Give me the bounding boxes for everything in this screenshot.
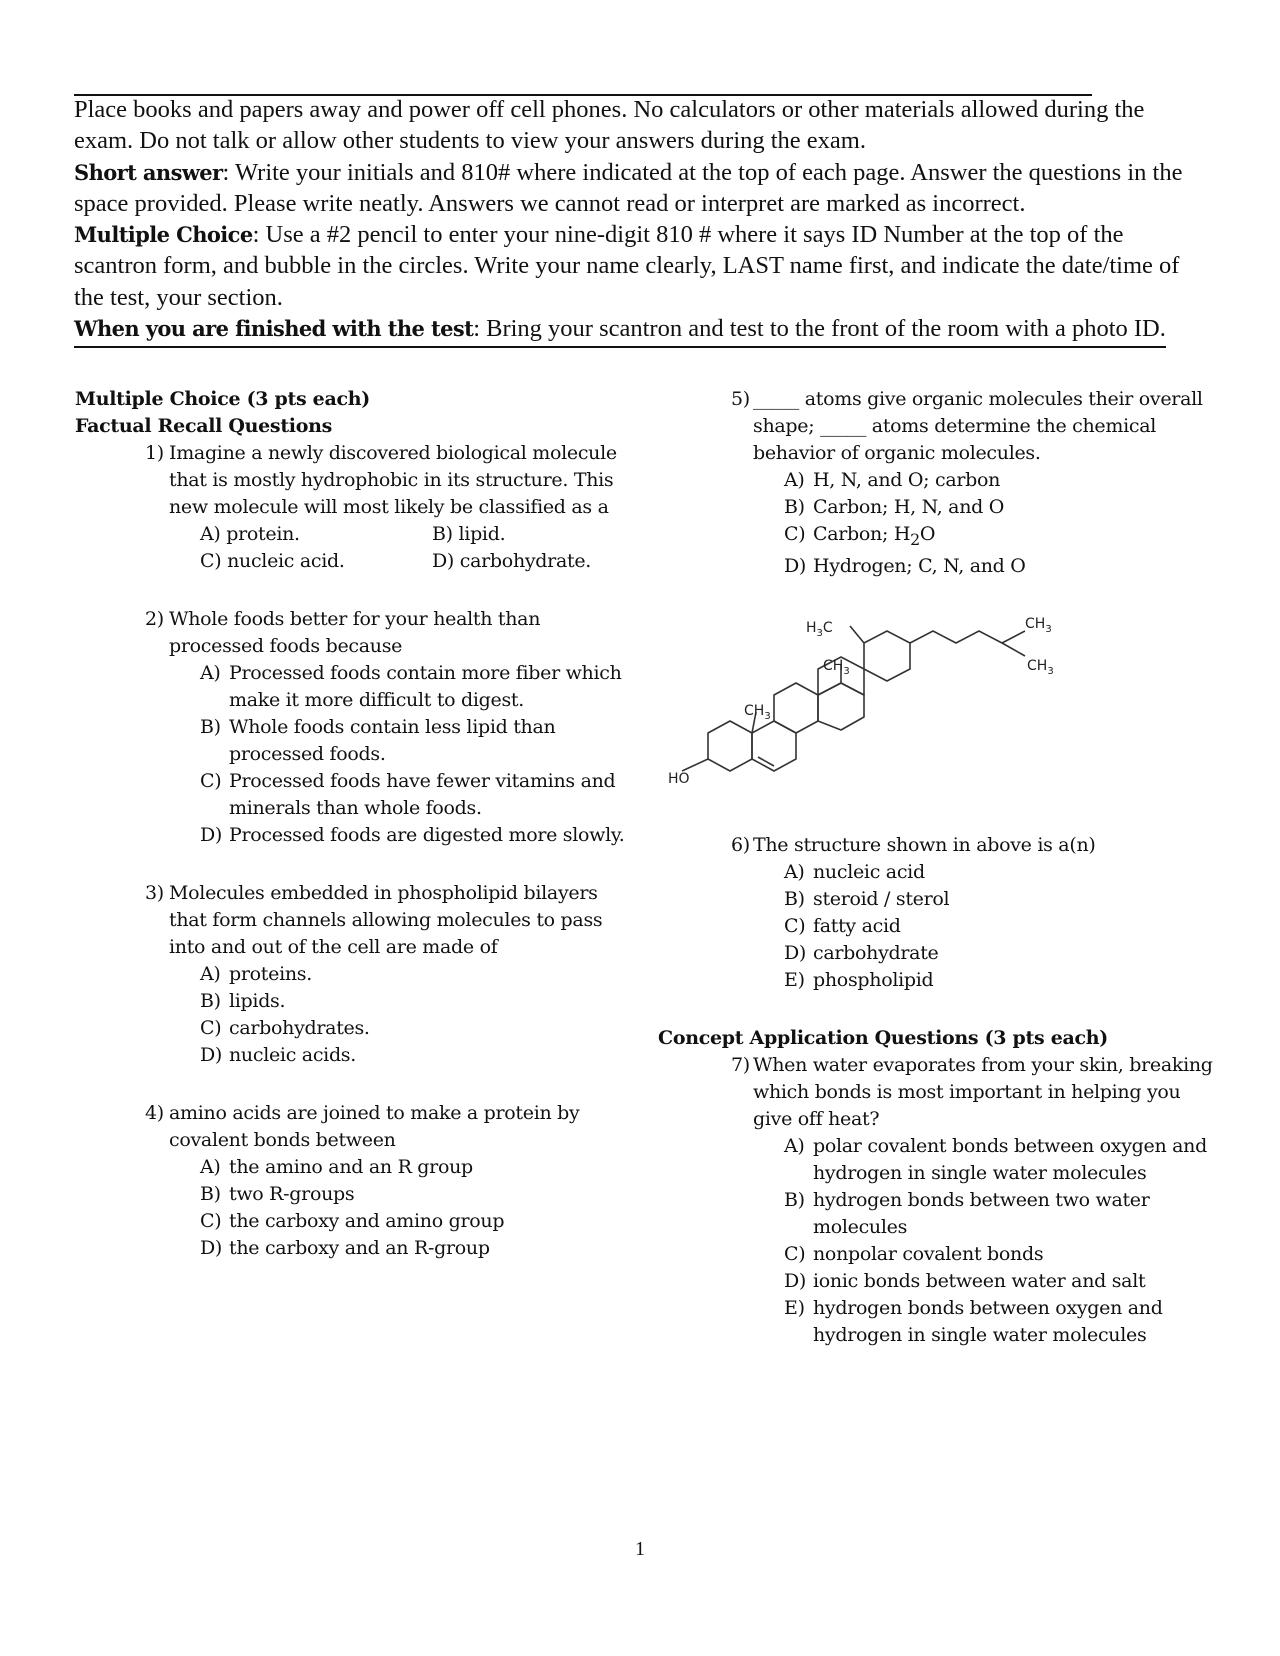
- ring-c: [774, 683, 818, 733]
- multiple-choice-label: Multiple Choice: [74, 222, 253, 248]
- option-b: B) steroid / sterol: [784, 887, 950, 910]
- option-a: A) proteins.: [200, 963, 312, 985]
- atom-labels: [668, 616, 1054, 787]
- multiple-choice-text: : Use a #2 pencil to enter your nine-digit 810 # where it says ID Number at the top of the scantron form, and bubble in the circles. Write your name clearly, LAST name first, and indicate the date/time of the test, your section.: [74, 221, 1180, 311]
- question-number: 7): [731, 1053, 750, 1076]
- option-c: C) Processed foods have fewer vitamins and minerals than whole foods.: [200, 770, 616, 819]
- side-chain: [910, 631, 1025, 643]
- short-answer-text: : Write your initials and 810# where indicated at the top of each page. Answer the questions in the space provided. Please write neatly. Answers we cannot read or interpret are marked as incorrect.: [74, 158, 1183, 217]
- option-a: A) Processed foods contain more fiber which make it more difficult to digest.: [200, 662, 622, 711]
- question-1: [75, 440, 635, 575]
- option-d: D) ionic bonds between water and salt: [784, 1269, 1146, 1292]
- instructions-block: [74, 94, 1204, 348]
- ho-label: HO: [668, 771, 690, 787]
- option-a: A) protein.: [200, 523, 300, 545]
- option-c: C) nonpolar covalent bonds: [784, 1242, 1044, 1265]
- page-number: 1: [635, 1538, 645, 1560]
- option-c: C) nucleic acid.: [200, 550, 345, 572]
- question-number: 4): [145, 1102, 164, 1124]
- bottom-rule: [74, 346, 1166, 348]
- option-d: D) the carboxy and an R-group: [200, 1237, 490, 1259]
- question-text: _____ atoms give organic molecules their overall shape; _____ atoms determine the chemical behavior of organic molecules.: [753, 388, 1203, 464]
- h3c-label: $H_3C$: [806, 620, 833, 639]
- ring-f: [864, 631, 910, 681]
- question-text: Molecules embedded in phospholipid bilayers that form channels allowing molecules to pass into and out of the cell are made of: [169, 882, 603, 958]
- option-a: A) polar covalent bonds between oxygen and hydrogen in single water molecules: [784, 1134, 1207, 1184]
- question-text: The structure shown in above is a(n): [753, 833, 1096, 856]
- option-d: D) carbohydrate.: [432, 550, 592, 572]
- ch3-label-middle: $CH_3$: [823, 658, 850, 677]
- question-4: [75, 1100, 635, 1262]
- option-b: B) two R-groups: [200, 1183, 355, 1205]
- option-a: A) the amino and an R group: [200, 1156, 473, 1178]
- option-b: B) hydrogen bonds between two water molecules: [784, 1188, 1150, 1238]
- option-e: E) hydrogen bonds between oxygen and hydrogen in single water molecules: [784, 1296, 1163, 1346]
- question-number: 2): [145, 608, 164, 630]
- question-number: 6): [731, 833, 750, 856]
- methyl-bond-3: [850, 626, 864, 643]
- left-column: [75, 386, 635, 1262]
- option-b: B) Whole foods contain less lipid than processed foods.: [200, 716, 556, 765]
- option-d: D) Processed foods are digested more slowly.: [200, 824, 625, 846]
- section-heading-concept: Concept Application Questions (3 pts each): [658, 1026, 1108, 1049]
- question-7: [658, 1052, 1218, 1349]
- question-3: [75, 880, 635, 1069]
- question-number: 5): [731, 388, 750, 410]
- top-rule: [74, 94, 1092, 96]
- option-d: D) Hydrogen; C, N, and O: [784, 554, 1026, 577]
- double-bond: [758, 757, 774, 766]
- finished-label: When you are finished with the test: [74, 316, 474, 342]
- option-d: D) nucleic acids.: [200, 1044, 356, 1066]
- option-c: C) fatty acid: [784, 914, 901, 937]
- short-answer-label: Short answer: [74, 159, 223, 185]
- question-6: [658, 832, 1218, 994]
- hydroxyl-bond: [682, 759, 708, 771]
- option-a: A) H, N, and O; carbon: [784, 469, 1001, 491]
- ch3-label-left: $CH_3$: [744, 703, 771, 722]
- ring-a: [708, 721, 752, 771]
- question-text: Imagine a newly discovered biological molecule that is mostly hydrophobic in its structure. This new molecule will most likely be classified as a: [169, 442, 617, 518]
- ring-bonds: [682, 626, 1025, 771]
- option-a: A) nucleic acid: [784, 860, 925, 883]
- option-c: C) carbohydrates.: [200, 1017, 370, 1039]
- question-5: [658, 386, 1218, 580]
- steroid-structure-diagram: [660, 612, 1100, 812]
- right-column: [658, 386, 1218, 1349]
- option-b: B) lipid.: [432, 523, 506, 545]
- question-text: Whole foods better for your health than processed foods because: [169, 608, 541, 657]
- option-b: B) Carbon; H, N, and O: [784, 496, 1005, 518]
- option-e: E) phospholipid: [784, 968, 934, 991]
- option-d: D) carbohydrate: [784, 941, 939, 964]
- short-answer-instructions: [74, 157, 1204, 220]
- question-2: [75, 606, 635, 849]
- multiple-choice-instructions: [74, 219, 1204, 313]
- question-text: When water evaporates from your skin, breaking which bonds is most important in helping you give off heat?: [753, 1053, 1213, 1130]
- ch3-label-bottom: $CH_3$: [1027, 658, 1054, 677]
- ring-d: [818, 683, 864, 730]
- option-c: C) the carboxy and amino group: [200, 1210, 505, 1232]
- finished-instructions: [74, 313, 1204, 344]
- finished-text: : Bring your scantron and test to the front of the room with a photo ID.: [473, 315, 1166, 343]
- section-heading-factual: Factual Recall Questions: [75, 415, 333, 437]
- question-number: 1): [145, 442, 164, 464]
- question-text: amino acids are joined to make a protein by covalent bonds between: [169, 1102, 580, 1151]
- instructions-line1: Place books and papers away and power off cell phones. No calculators or other materials allowed during the exam. Do not talk or allow other students to view your answers during the exam.: [74, 96, 1145, 155]
- option-c: C) Carbon; $H_2O$: [784, 523, 936, 549]
- ch3-label-top: $CH_3$: [1025, 616, 1052, 635]
- section-heading-mc: Multiple Choice (3 pts each): [75, 388, 370, 410]
- option-b: B) lipids.: [200, 990, 286, 1012]
- side-chain-branch: [1002, 643, 1025, 656]
- question-number: 3): [145, 882, 164, 904]
